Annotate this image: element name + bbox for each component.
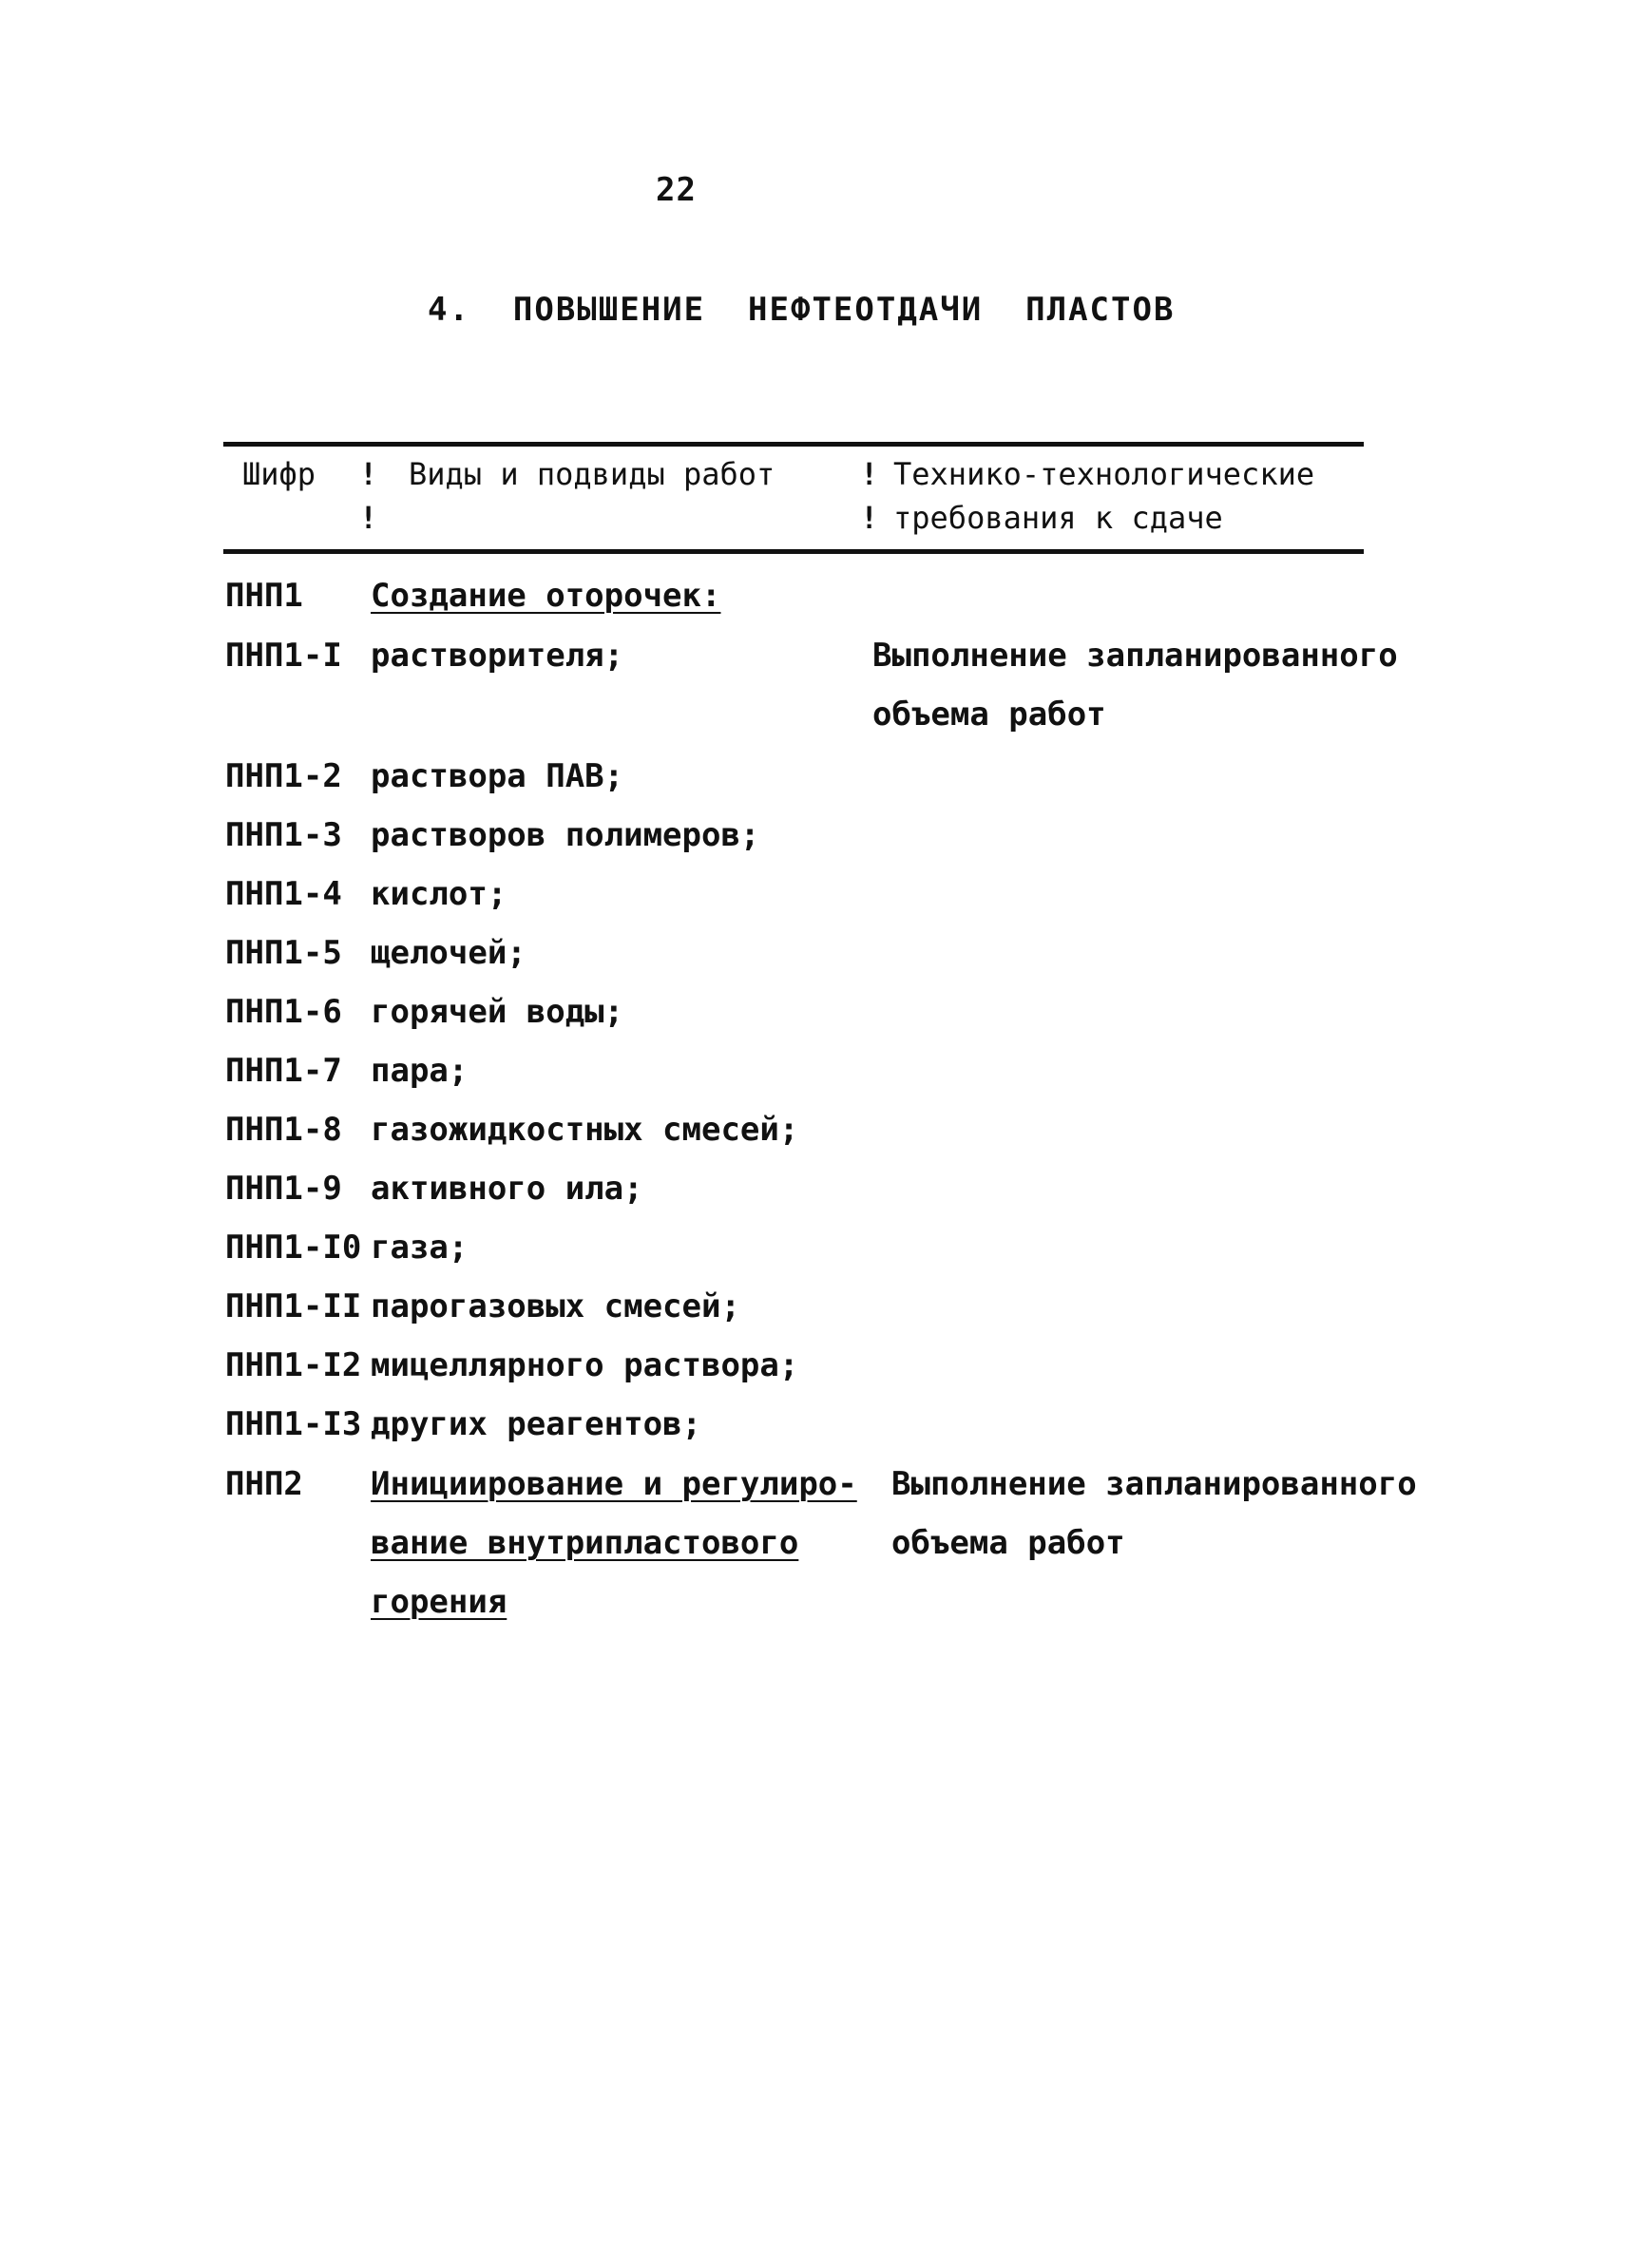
row-code: ПНП1-3 <box>225 816 342 854</box>
row-text: газожидкостных смесей; <box>371 1111 799 1149</box>
header-separator: ! <box>860 500 879 536</box>
row-code: ПНП1-I3 <box>225 1405 362 1443</box>
row-code: ПНП1-5 <box>225 934 342 972</box>
header-separator: ! <box>359 500 378 536</box>
header-code: Шифр <box>242 456 316 492</box>
table-top-rule <box>223 442 1364 447</box>
row-text: кислот; <box>371 875 507 913</box>
row-code: ПНП1-II <box>225 1287 362 1325</box>
row-text: Инициирование и регулиро- <box>371 1465 857 1503</box>
header-works: Виды и подвиды работ <box>409 456 775 492</box>
row-text: других реагентов; <box>371 1405 701 1443</box>
row-requirement: объема работ <box>891 1524 1125 1562</box>
header-separator: ! <box>359 456 378 492</box>
header-requirements-line1: Технико-технологические <box>893 456 1315 492</box>
row-text: активного ила; <box>371 1170 643 1208</box>
row-text: мицеллярного раствора; <box>371 1346 799 1384</box>
row-text: пара; <box>371 1052 469 1090</box>
row-code: ПНП1-I0 <box>225 1229 362 1267</box>
row-requirement: Выполнение запланированного <box>872 637 1398 675</box>
header-requirements-line2: требования к сдаче <box>893 500 1223 536</box>
section-title: 4. ПОВЫШЕНИЕ НЕФТЕОТДАЧИ ПЛАСТОВ <box>428 291 1176 329</box>
page-number: 22 <box>656 171 697 209</box>
row-code: ПНП1-9 <box>225 1170 342 1208</box>
row-text: Создание оторочек: <box>371 577 721 615</box>
row-text: щелочей; <box>371 934 526 972</box>
row-requirement: Выполнение запланированного <box>891 1465 1417 1503</box>
row-code: ПНП1-4 <box>225 875 342 913</box>
header-separator: ! <box>860 456 879 492</box>
row-code: ПНП2 <box>225 1465 303 1503</box>
row-text: газа; <box>371 1229 469 1267</box>
row-text: растворителя; <box>371 637 624 675</box>
row-text: горячей воды; <box>371 993 624 1031</box>
table-header-rule <box>223 549 1364 554</box>
row-code: ПНП1-I2 <box>225 1346 362 1384</box>
row-code: ПНП1-I <box>225 637 342 675</box>
row-code: ПНП1-6 <box>225 993 342 1031</box>
row-code: ПНП1-2 <box>225 757 342 795</box>
row-text: вание внутрипластового <box>371 1524 799 1562</box>
row-code: ПНП1 <box>225 577 303 615</box>
row-code: ПНП1-7 <box>225 1052 342 1090</box>
row-text: горения <box>371 1583 507 1621</box>
row-text: раствора ПАВ; <box>371 757 624 795</box>
row-code: ПНП1-8 <box>225 1111 342 1149</box>
row-text: парогазовых смесей; <box>371 1287 740 1325</box>
row-requirement: объема работ <box>872 696 1106 734</box>
row-text: растворов полимеров; <box>371 816 760 854</box>
